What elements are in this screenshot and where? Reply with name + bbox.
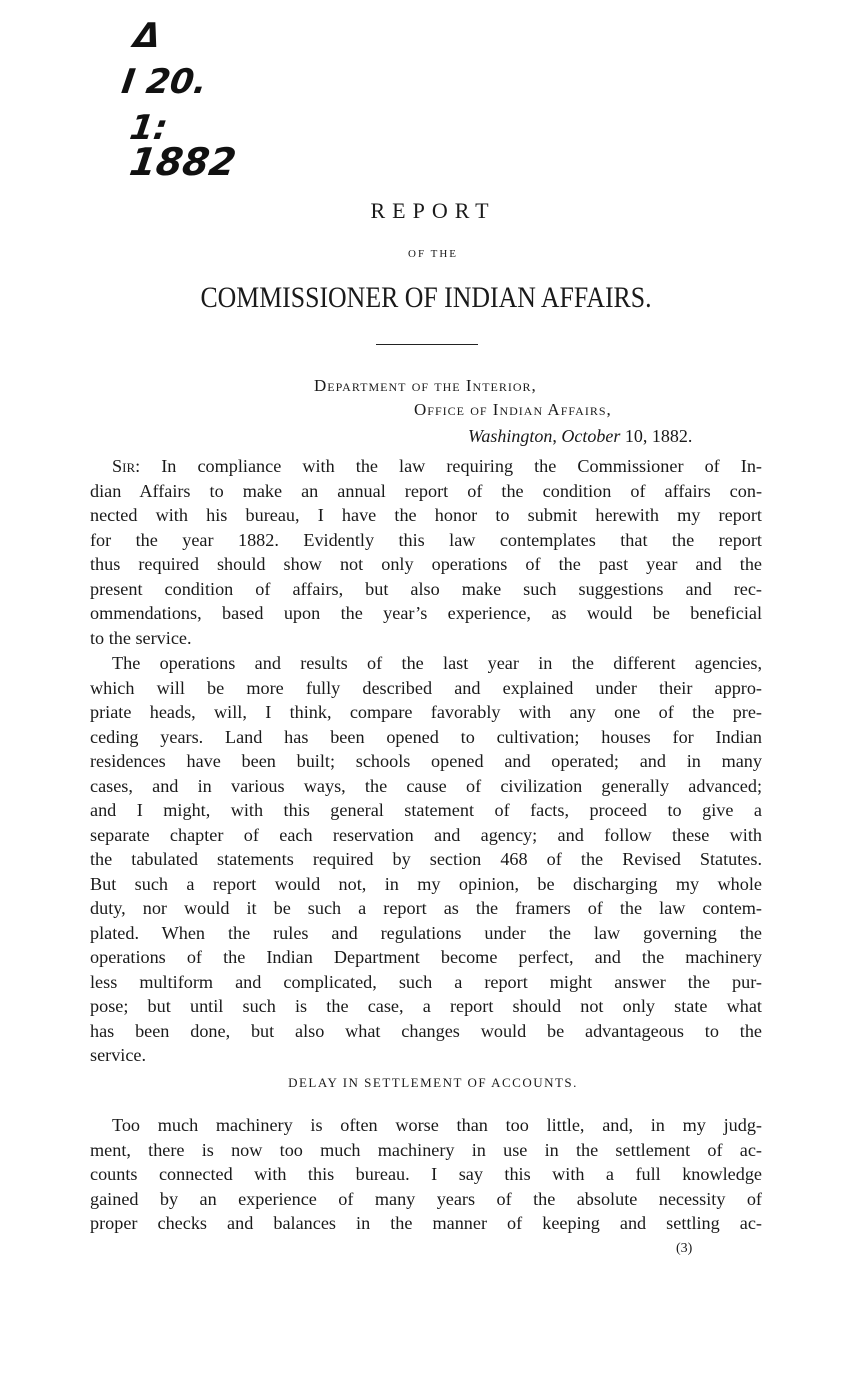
address-office: Office of Indian Affairs, bbox=[414, 400, 612, 419]
address-dateline: Washington, October 10, 1882. bbox=[468, 426, 693, 446]
paragraph-3-line: Too much machinery is often worse than too little, and, in my judg- bbox=[112, 1115, 762, 1135]
paragraph-1-line: to the service. bbox=[90, 627, 192, 648]
paragraph-2-line: priate heads, will, I think, compare favorably with any one of the pre- bbox=[90, 702, 762, 722]
dateline-date: 10, 1882. bbox=[624, 426, 693, 446]
report-heading: REPORT bbox=[370, 198, 496, 223]
paragraph-2-line: cases, and in various ways, the cause of civilization generally advanced; bbox=[90, 775, 762, 796]
paragraph-1 bbox=[90, 454, 762, 650]
paragraph-1-line: ommendations, based upon the year’s experience, as would be beneficial bbox=[90, 603, 762, 623]
paragraph-3-line: counts connected with this bureau. I say this with a full knowledge bbox=[90, 1164, 762, 1184]
paragraph-3-line: gained by an experience of many years of the absolute necessity of bbox=[90, 1188, 762, 1209]
paragraph-2-line: plated. When the rules and regulations under the law governing the bbox=[90, 922, 762, 943]
paragraph-1-line bbox=[90, 454, 762, 479]
dateline-month: October bbox=[561, 426, 621, 446]
paragraph-2-line: less multiform and complicated, such a report might answer the pur- bbox=[90, 971, 762, 992]
section-heading: DELAY IN SETTLEMENT OF ACCOUNTS. bbox=[288, 1075, 578, 1090]
handwritten-line-3: 1: bbox=[127, 108, 171, 148]
dateline-place: Washington bbox=[468, 426, 553, 446]
paragraph-2-line: has been done, but also what changes would be advantageous to the bbox=[90, 1020, 762, 1041]
paragraph-3-line: ment, there is now too much machinery in use in the settlement of ac- bbox=[90, 1139, 762, 1160]
paragraph-2-line: The operations and results of the last year in the different agencies, bbox=[112, 653, 762, 673]
handwritten-catalog-mark bbox=[120, 18, 260, 188]
paragraph-3 bbox=[90, 1113, 762, 1236]
paragraph-2-line: operations of the Indian Department become perfect, and the machinery bbox=[90, 947, 762, 967]
address-department: Department of the Interior, bbox=[314, 376, 537, 395]
paragraph-1-line: thus required should show not only operations of the past year and the bbox=[90, 554, 762, 574]
handwritten-line-1: Δ bbox=[131, 16, 164, 56]
document-title: COMMISSIONER OF INDIAN AFFAIRS. bbox=[200, 281, 652, 314]
handwritten-line-4: 1882 bbox=[126, 140, 239, 184]
paragraph-1-line: present condition of affairs, but also make such suggestions and rec- bbox=[90, 578, 762, 599]
paragraph-1-line-0-text: : In compliance with the law requiring the Commissioner of In- bbox=[135, 456, 762, 476]
paragraph-2-line: pose; but until such is the case, a report should not only state what bbox=[90, 996, 762, 1016]
paragraph-2-line: But such a report would not, in my opinion, be discharging my whole bbox=[90, 873, 762, 894]
paragraph-2-line: the tabulated statements required by section 468 of the Revised Statutes. bbox=[90, 849, 762, 869]
paragraph-2-line: duty, nor would it be such a report as the framers of the law contem- bbox=[90, 898, 762, 918]
paragraph-3-line: proper checks and balances in the manner of keeping and settling ac- bbox=[90, 1213, 762, 1233]
handwritten-line-2: I 20. bbox=[119, 62, 210, 102]
paragraph-2-line: which will be more fully described and explained under their appro- bbox=[90, 677, 762, 698]
paragraph-2-line: service. bbox=[90, 1045, 147, 1065]
salutation: Sir bbox=[112, 456, 136, 476]
page-number: (3) bbox=[676, 1241, 693, 1256]
paragraph-2-line: and I might, with this general statement of facts, proceed to give a bbox=[90, 800, 762, 820]
title-divider-rule bbox=[376, 344, 478, 345]
of-the-heading: OF THE bbox=[408, 248, 458, 260]
paragraph-2 bbox=[90, 651, 762, 1068]
paragraph-2-line: separate chapter of each reservation and agency; and follow these with bbox=[90, 824, 762, 845]
paragraph-2-line: ceding years. Land has been opened to cultivation; houses for Indian bbox=[90, 726, 762, 747]
paragraph-1-line: dian Affairs to make an annual report of the condition of affairs con- bbox=[90, 480, 762, 501]
paragraph-1-line: for the year 1882. Evidently this law contemplates that the report bbox=[90, 529, 762, 550]
paragraph-1-line: nected with his bureau, I have the honor to submit herewith my report bbox=[90, 505, 762, 525]
paragraph-2-line: residences have been built; schools opened and operated; and in many bbox=[90, 751, 762, 771]
